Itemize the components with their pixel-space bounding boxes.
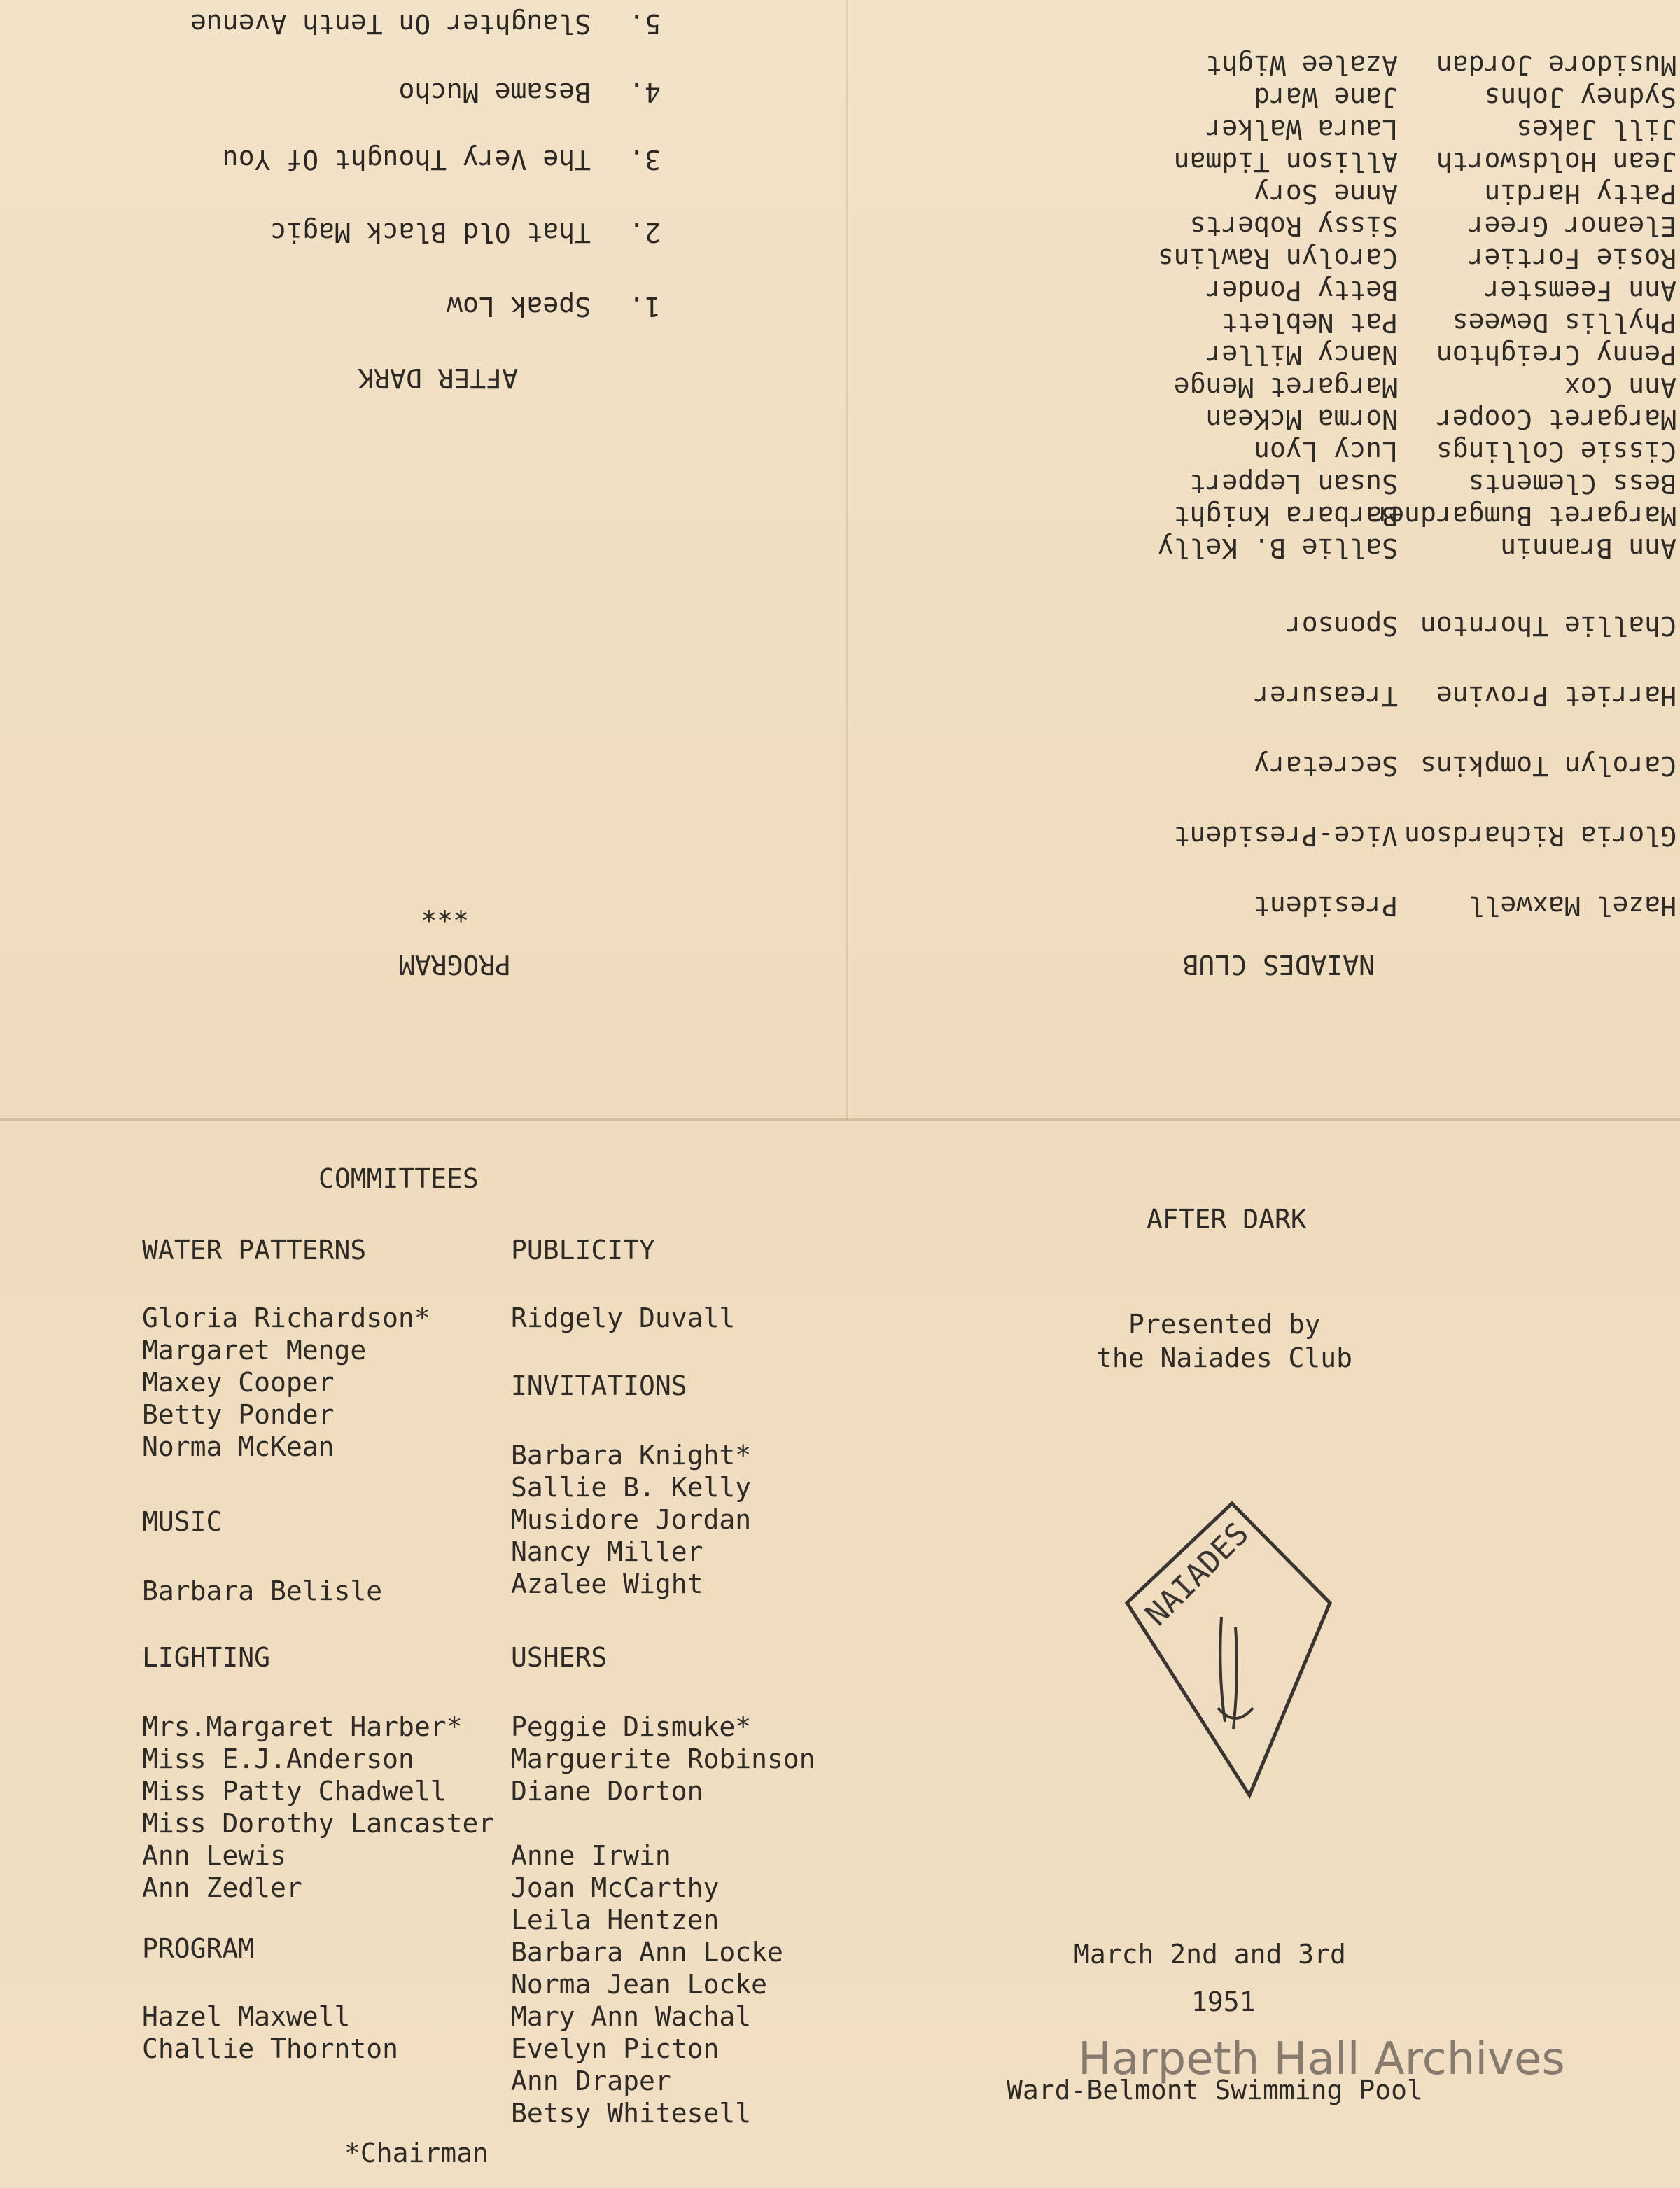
club-heading: NAIADES CLUB <box>1182 949 1375 980</box>
list-item: Barbara Knight* <box>511 1440 752 1471</box>
member-list-left <box>1372 49 1676 564</box>
list-item: Eleanor Greer <box>1468 211 1676 241</box>
list-item: Musidore Jordan <box>1436 50 1676 80</box>
list-item: Margaret Menge <box>1173 372 1398 402</box>
list-item: Margaret Bumgardner <box>1372 500 1676 531</box>
program-item-number: 4. <box>629 77 661 108</box>
list-item: Barbara Knight <box>1173 500 1398 531</box>
list-item: Sallie B. Kelly <box>511 1472 752 1503</box>
list-item: Barbara Belisle <box>142 1576 383 1606</box>
list-item: Jane Ward <box>1254 82 1398 113</box>
archive-watermark: Harpeth Hall Archives <box>1078 2033 1565 2085</box>
list-item: Mary Ann Wachal <box>511 2001 752 2032</box>
officer-name: Hazel Maxwell <box>1468 890 1676 921</box>
member-list-right <box>1158 49 1398 564</box>
list-item: Evelyn Picton <box>511 2033 720 2064</box>
list-item: Betty Ponder <box>142 1399 335 1430</box>
program-item <box>0 73 840 108</box>
list-item: Sallie B. Kelly <box>1157 533 1398 563</box>
list-item: Nancy Miller <box>1205 339 1398 370</box>
list-item: Jill Jakes <box>1516 114 1676 145</box>
program-item <box>0 140 840 175</box>
list-item: Norma Jean Locke <box>511 1969 768 2000</box>
invitations-title: INVITATIONS <box>511 1370 687 1401</box>
list-item: Miss Patty Chadwell <box>142 1776 447 1807</box>
officer-name: Carolyn Tompkins <box>1420 750 1676 781</box>
list-item: Pat Neblett <box>1222 307 1398 338</box>
list-item: Phyllis Dewees <box>1452 307 1676 338</box>
list-item: Bess Clements <box>1468 468 1676 499</box>
event-dates: March 2nd and 3rd <box>1074 1939 1346 1970</box>
invitations-members <box>511 1439 751 1600</box>
list-item: Ann Brannin <box>1500 533 1676 563</box>
officer-name: Harriet Provine <box>1436 680 1676 711</box>
program-item-number: 2. <box>629 217 661 248</box>
officer-role: Treasurer <box>1254 680 1398 711</box>
officer-role: President <box>1254 890 1398 921</box>
program-heading: PROGRAM <box>398 949 511 980</box>
list-item: Jean Holdsworth <box>1436 146 1676 177</box>
publicity-members <box>511 1302 735 1334</box>
water-patterns-members <box>142 1302 430 1463</box>
naiades-stamp <box>1120 1498 1344 1799</box>
list-item: Marguerite Robinson <box>511 1744 816 1774</box>
music-members <box>142 1575 382 1607</box>
list-item: Carolyn Rawlins <box>1157 243 1398 274</box>
list-item: Betty Ponder <box>1205 275 1398 306</box>
event-venue: Ward-Belmont Swimming Pool <box>1007 2075 1423 2105</box>
list-item: Betsy Whitesell <box>511 2098 752 2129</box>
list-item: Diane Dorton <box>511 1776 704 1807</box>
cover-title: AFTER DARK <box>1147 1204 1307 1235</box>
list-item: Rosie Fortier <box>1468 243 1676 274</box>
list-item: Miss Dorothy Lancaster <box>142 1808 495 1839</box>
list-item <box>511 1807 816 1839</box>
officer-role: Vice-President <box>1173 820 1398 851</box>
list-item: Nancy Miller <box>511 1536 704 1567</box>
list-item: Barbara Ann Locke <box>511 1937 783 1968</box>
program-item <box>0 4 840 39</box>
lighting-title: LIGHTING <box>142 1642 271 1673</box>
officer-name: Challie Thornton <box>1420 610 1676 641</box>
program-item-title: The Very Thought Of You <box>222 144 591 175</box>
program-panel <box>0 0 840 1120</box>
chairman-footnote: *Chairman <box>344 2138 489 2168</box>
list-item: Miss E.J.Anderson <box>142 1744 414 1774</box>
list-item: Anne Sory <box>1254 178 1398 209</box>
list-item: Susan Leppert <box>1189 468 1398 499</box>
ushers-title: USHERS <box>511 1642 608 1673</box>
list-item: Ann Feemster <box>1484 275 1676 306</box>
presented-by-club: the Naiades Club <box>1096 1342 1353 1373</box>
lighting-members <box>142 1711 494 1904</box>
program-stars: *** <box>421 896 469 927</box>
list-item: Margaret Menge <box>142 1335 367 1366</box>
stamp-text: NAIADES <box>1138 1515 1256 1633</box>
committees-heading: COMMITTEES <box>318 1163 479 1194</box>
list-item: Peggie Dismuke* <box>511 1711 752 1742</box>
program-item-title: Speak Low <box>447 291 591 322</box>
program-item-title: Besame Mucho <box>398 77 591 108</box>
program-item-number: 1. <box>629 291 661 322</box>
publicity-title: PUBLICITY <box>511 1235 655 1265</box>
program-committee-members <box>142 2000 398 2065</box>
list-item: Margaret Cooper <box>1436 404 1676 435</box>
list-item: Sissy Roberts <box>1189 211 1398 241</box>
list-item: Hazel Maxwell <box>142 2001 351 2032</box>
list-item: Ann Zedler <box>142 1872 302 1903</box>
list-item: Norma McKean <box>142 1431 335 1462</box>
list-item: Azalee Wight <box>1205 50 1398 80</box>
list-item: Joan McCarthy <box>511 1872 720 1903</box>
club-panel <box>840 0 1680 1120</box>
list-item: Musidore Jordan <box>511 1504 752 1535</box>
presented-by-line: Presented by <box>1128 1309 1321 1340</box>
list-item: Anne Irwin <box>511 1840 671 1871</box>
list-item: Ann Draper <box>511 2066 671 2096</box>
event-year: 1951 <box>1191 1986 1256 2017</box>
list-item: Cissie Collings <box>1436 436 1676 467</box>
music-title: MUSIC <box>142 1506 223 1537</box>
list-item: Ann Lewis <box>142 1840 286 1871</box>
list-item: Mrs.Margaret Harber* <box>142 1711 463 1742</box>
list-item: Azalee Wight <box>511 1569 704 1599</box>
list-item: Allison Tidman <box>1173 146 1398 177</box>
officer-name: Gloria Richardson <box>1404 820 1676 851</box>
list-item: Ridgely Duvall <box>511 1303 736 1333</box>
list-item: Leila Hentzen <box>511 1905 720 1935</box>
ushers-members <box>511 1711 816 2129</box>
program-item-title: Slaughter On Tenth Avenue <box>190 8 591 39</box>
water-patterns-title: WATER PATTERNS <box>142 1235 367 1265</box>
list-item: Laura Walker <box>1205 114 1398 145</box>
list-item: Challie Thornton <box>142 2033 399 2064</box>
list-item: Penny Creighton <box>1436 339 1676 370</box>
list-item: Norma McKean <box>1205 404 1398 435</box>
list-item: Ann Cox <box>1564 372 1676 402</box>
program-item-number: 5. <box>629 8 661 39</box>
list-item: Patty Hardin <box>1484 178 1676 209</box>
list-item: Sydney Johns <box>1484 82 1676 113</box>
program-item <box>0 213 840 248</box>
list-item: Maxey Cooper <box>142 1367 335 1398</box>
officer-role: Sponsor <box>1285 610 1398 641</box>
program-title: AFTER DARK <box>358 363 518 393</box>
list-item: Gloria Richardson* <box>142 1303 430 1333</box>
program-item-number: 3. <box>629 144 661 175</box>
officer-role: Secretary <box>1254 750 1398 781</box>
program-item <box>0 287 840 322</box>
program-item-title: That Old Black Magic <box>270 217 591 248</box>
program-committee-title: PROGRAM <box>142 1933 255 1964</box>
list-item: Lucy Lyon <box>1254 436 1398 467</box>
